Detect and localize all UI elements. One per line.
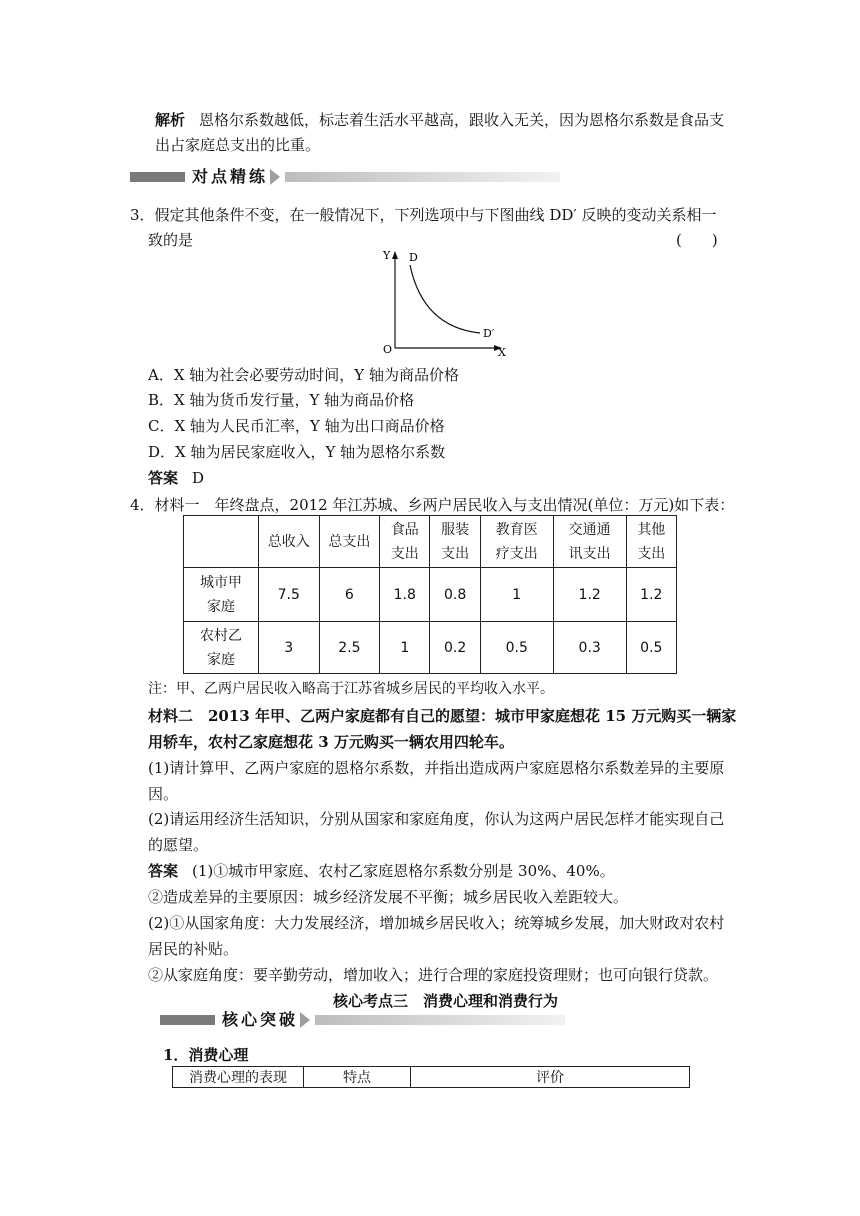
table-cell: 2.5 — [319, 622, 380, 674]
table-header-cell: 特点 — [304, 1067, 411, 1088]
q3-answer-label: 答案 — [148, 469, 179, 487]
table-header-cell: 交通通 讯支出 — [553, 516, 626, 568]
q3-option-a: A．X 轴为社会必要劳动时间，Y 轴为商品价格 — [148, 366, 459, 384]
table-cell: 1 — [480, 568, 553, 622]
header-bar-light — [285, 172, 560, 182]
q4-sub1-line-2: 因。 — [148, 785, 179, 803]
section-header-practice — [130, 167, 720, 187]
table-row-label: 城市甲 家庭 — [184, 568, 259, 622]
q4-answer-line-3: (2)①从国家角度：大力发展经济，增加城乡居民收入；统筹城乡发展，加大财政对农村 — [148, 914, 725, 932]
table-cell: 1.8 — [380, 568, 430, 622]
origin-label: O — [383, 343, 393, 356]
core-item-1: 1．消费心理 — [163, 1046, 249, 1064]
q3-bracket: ( ) — [676, 231, 718, 249]
material2-line-2: 用轿车，农村乙家庭想花 3 万元购买一辆农用四轮车。 — [148, 733, 514, 751]
table-cell: 1.2 — [626, 568, 676, 622]
table-cell: 1.2 — [553, 568, 626, 622]
table-header-cell: 食品 支出 — [380, 516, 430, 568]
table-header-cell: 其他 支出 — [626, 516, 676, 568]
table-cell: 7.5 — [258, 568, 319, 622]
table-header-cell: 教育医 疗支出 — [480, 516, 553, 568]
table-cell: 0.8 — [430, 568, 480, 622]
table-row — [184, 622, 677, 674]
y-axis-label: Y — [383, 249, 391, 262]
table-header-cell: 服装 支出 — [430, 516, 480, 568]
table-row-label: 农村乙 家庭 — [184, 622, 259, 674]
header-bar-light — [315, 1015, 565, 1025]
table-header-cell: 总支出 — [319, 516, 380, 568]
material2-line-1: 材料二 2013 年甲、乙两户家庭都有自己的愿望：城市甲家庭想花 15 万元购买一辆家 — [148, 707, 737, 725]
curve-label-dprime: D′ — [483, 327, 495, 340]
section-title: 对点精练 — [192, 167, 269, 186]
q4-answer-line-1 — [148, 861, 615, 881]
curve-label-d: D — [409, 251, 418, 264]
table-cell: 0.3 — [553, 622, 626, 674]
table-header-cell: 总收入 — [258, 516, 319, 568]
header-bar-dark — [130, 172, 185, 182]
q4-answer-text-1: (1)①城市甲家庭、农村乙家庭恩格尔系数分别是 30%、40%。 — [192, 862, 615, 880]
q3-stem-1: 3．假定其他条件不变，在一般情况下，下列选项中与下图曲线 DD′ 反映的变动关系相一 — [130, 206, 717, 224]
table-header-cell: 消费心理的表现 — [173, 1067, 304, 1088]
dd-curve — [410, 265, 480, 333]
q3-option-d: D．X 轴为居民家庭收入，Y 轴为恩格尔系数 — [148, 443, 446, 461]
q4-answer-line-4: 居民的补贴。 — [148, 940, 239, 958]
curve-graph — [375, 245, 515, 365]
q4-sub2-line-2: 的愿望。 — [148, 836, 209, 854]
y-axis-arrow — [392, 251, 398, 259]
x-axis-label: X — [498, 346, 506, 359]
analysis-text-1: 恩格尔系数越低，标志着生活水平越高，跟收入无关，因为恩格尔系数是食品支 — [199, 111, 725, 129]
q3-stem-2: 致的是 — [148, 231, 194, 249]
table-cell: 3 — [258, 622, 319, 674]
q4-sub1-line-1: (1)请计算甲、乙两户家庭的恩格尔系数，并指出造成两户家庭恩格尔系数差异的主要原 — [148, 759, 725, 777]
header-arrow — [300, 1012, 310, 1028]
q3-answer-value: D — [192, 469, 205, 487]
q4-sub2-line-1: (2)请运用经济生活知识，分别从国家和家庭角度，你认为这两户居民怎样才能实现自己 — [148, 810, 725, 828]
table-cell: 0.5 — [626, 622, 676, 674]
section-title: 核心突破 — [222, 1010, 299, 1029]
header-arrow — [270, 169, 280, 185]
analysis-line-2: 出占家庭总支出的比重。 — [155, 136, 321, 154]
analysis-line-1 — [155, 110, 724, 130]
table-header-cell — [184, 516, 259, 568]
core-point-title: 核心考点三 消费心理和消费行为 — [333, 992, 559, 1010]
q4-intro: 4．材料一 年终盘点，2012 年江苏城、乡两户居民收入与支出情况(单位：万元)如下表： — [130, 496, 735, 514]
q3-option-b: B．X 轴为货币发行量，Y 轴为商品价格 — [148, 391, 415, 409]
q4-answer-label: 答案 — [148, 862, 179, 880]
analysis-label: 解析 — [155, 111, 186, 129]
q3-answer — [148, 468, 204, 488]
table-header-row — [184, 516, 677, 568]
table-cell: 6 — [319, 568, 380, 622]
table-row — [184, 568, 677, 622]
table-cell: 0.2 — [430, 622, 480, 674]
table-cell: 0.5 — [480, 622, 553, 674]
q4-answer-line-2: ②造成差异的主要原因：城乡经济发展不平衡；城乡居民收入差距较大。 — [148, 888, 629, 906]
q3-option-c: C．X 轴为人民币汇率，Y 轴为出口商品价格 — [148, 417, 445, 435]
consumer-psychology-table — [172, 1066, 690, 1088]
header-bar-dark — [160, 1015, 215, 1025]
q4-answer-line-5: ②从家庭角度：要辛勤劳动，增加收入；进行合理的家庭投资理财；也可向银行贷款。 — [148, 966, 719, 984]
income-expense-table — [183, 515, 677, 674]
table-header-cell: 评价 — [411, 1067, 690, 1088]
table-note: 注：甲、乙两户居民收入略高于江苏省城乡居民的平均收入水平。 — [148, 681, 554, 697]
table-header-row — [173, 1067, 690, 1088]
section-header-core — [160, 1010, 720, 1030]
table-cell: 1 — [380, 622, 430, 674]
